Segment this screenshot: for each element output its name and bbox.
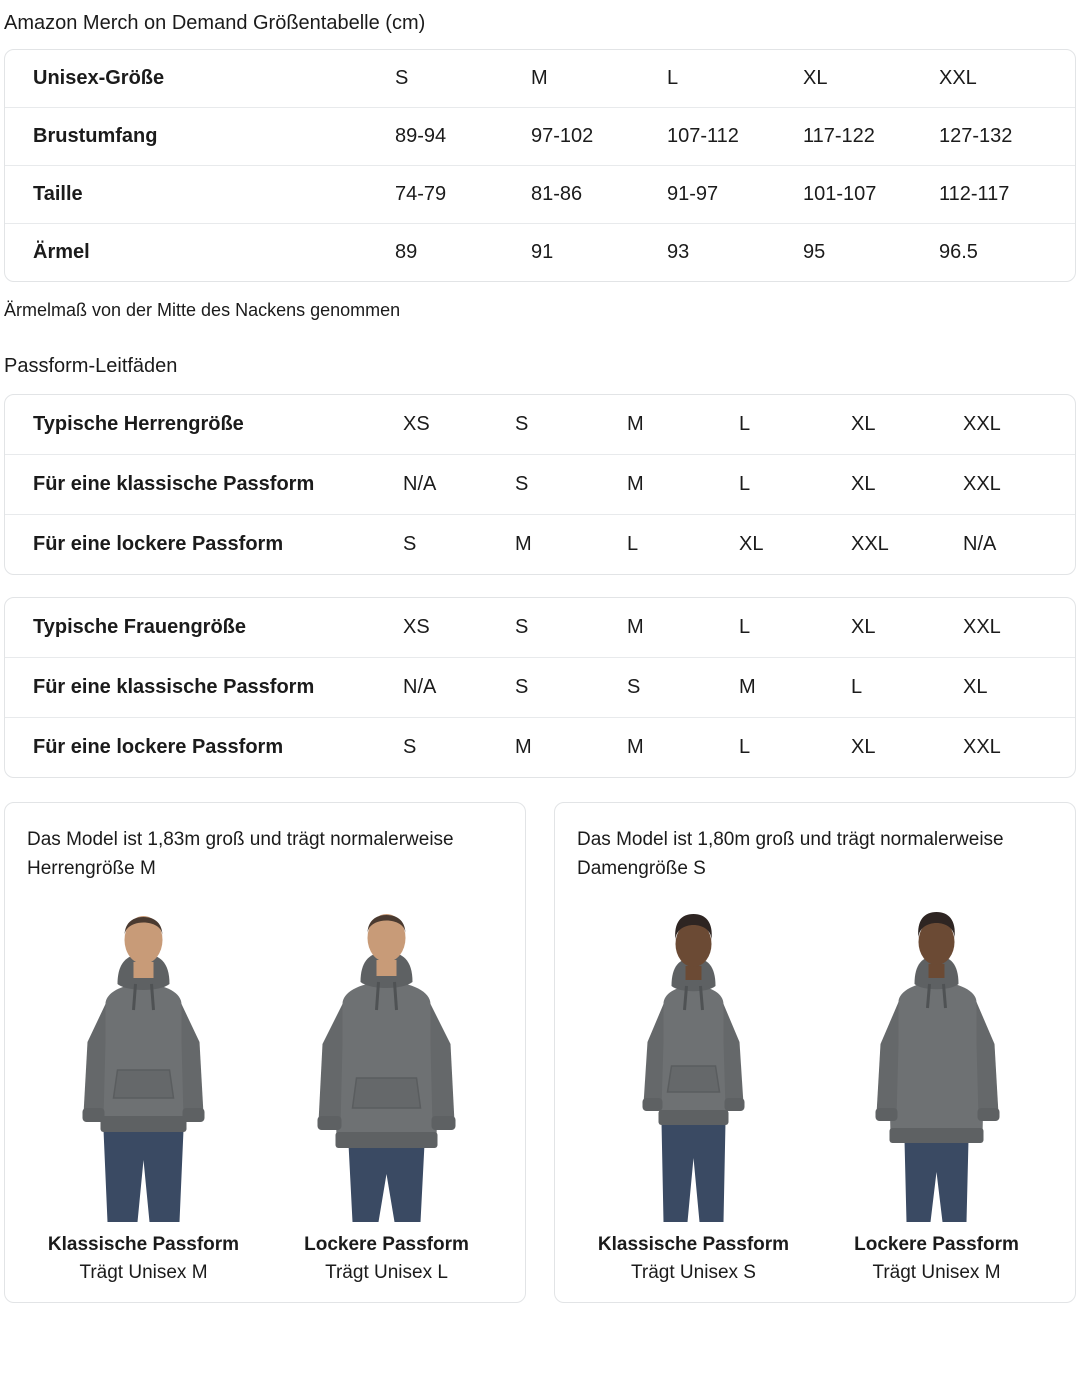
cell: 89 bbox=[395, 224, 531, 282]
female-model-card bbox=[554, 802, 1076, 1303]
female-figures bbox=[577, 892, 1053, 1284]
figure-male-relaxed bbox=[270, 892, 503, 1284]
mens-fit-card bbox=[4, 394, 1076, 575]
table-row bbox=[5, 718, 1075, 778]
table-row bbox=[5, 455, 1075, 515]
cell: XXL bbox=[963, 413, 1001, 435]
cell: M bbox=[627, 455, 739, 515]
figure-female-classic bbox=[577, 892, 810, 1284]
cell: M bbox=[627, 616, 644, 638]
cell: S bbox=[627, 658, 739, 718]
male-classic-fit-illustration bbox=[27, 892, 260, 1222]
fit-wears: Trägt Unisex M bbox=[872, 1261, 1001, 1283]
female-model-caption: Das Model ist 1,80m groß und trägt normalerweise Damengröße S bbox=[577, 829, 1004, 880]
cell: 117-122 bbox=[803, 108, 939, 166]
cell: S bbox=[395, 67, 409, 89]
womens-fit-card bbox=[4, 597, 1076, 778]
womens-fit-table bbox=[5, 598, 1075, 777]
mens-fit-table bbox=[5, 395, 1075, 574]
table-row bbox=[5, 515, 1075, 575]
cell: XXL bbox=[963, 616, 1001, 638]
cell: N/A bbox=[963, 515, 1075, 575]
cell: L bbox=[739, 413, 751, 435]
row-label: Taille bbox=[5, 166, 395, 224]
cell: S bbox=[515, 658, 627, 718]
cell: XL bbox=[851, 455, 963, 515]
table-row bbox=[5, 395, 1075, 455]
cell: 96.5 bbox=[939, 224, 1075, 282]
size-table-card bbox=[4, 49, 1076, 282]
figure-female-relaxed bbox=[820, 892, 1053, 1284]
cell: XXL bbox=[963, 455, 1075, 515]
cell: XL bbox=[803, 67, 828, 89]
cell: XS bbox=[403, 616, 430, 638]
male-model-caption: Das Model ist 1,83m groß und trägt normalerweise Herrengröße M bbox=[27, 829, 454, 880]
spacer bbox=[0, 575, 1080, 597]
cell: XL bbox=[851, 413, 876, 435]
cell: M bbox=[739, 658, 851, 718]
cell: XL bbox=[739, 515, 851, 575]
cell: 74-79 bbox=[395, 166, 531, 224]
cell: XXL bbox=[963, 718, 1075, 778]
cell: 107-112 bbox=[667, 108, 803, 166]
cell: S bbox=[515, 413, 529, 435]
table-row bbox=[5, 658, 1075, 718]
row-label: Für eine lockere Passform bbox=[5, 718, 403, 778]
row-label: Ärmel bbox=[5, 224, 395, 282]
cell: 127-132 bbox=[939, 108, 1075, 166]
fit-guides-label: Passform-Leitfäden bbox=[4, 355, 178, 377]
fit-title: Klassische Passform bbox=[47, 1233, 240, 1255]
cell: M bbox=[531, 67, 548, 89]
cell: 91 bbox=[531, 224, 667, 282]
cell: S bbox=[515, 616, 529, 638]
table-row bbox=[5, 108, 1075, 166]
figure-male-classic bbox=[27, 892, 260, 1284]
cell: L bbox=[739, 455, 851, 515]
cell: L bbox=[851, 658, 963, 718]
cell: XS bbox=[403, 413, 430, 435]
cell: N/A bbox=[403, 658, 515, 718]
cell: M bbox=[515, 718, 627, 778]
male-figures bbox=[27, 892, 503, 1284]
model-cards-row bbox=[4, 802, 1076, 1303]
size-table bbox=[5, 50, 1075, 281]
fit-title: Lockere Passform bbox=[304, 1233, 469, 1255]
row-label: Brustumfang bbox=[5, 108, 395, 166]
male-relaxed-fit-illustration bbox=[270, 892, 503, 1222]
fit-wears: Trägt Unisex M bbox=[79, 1261, 208, 1283]
fit-title: Klassische Passform bbox=[597, 1233, 790, 1255]
row-label: Für eine klassische Passform bbox=[5, 455, 403, 515]
cell: M bbox=[515, 515, 627, 575]
row-label: Unisex-Größe bbox=[33, 67, 165, 89]
cell: 81-86 bbox=[531, 166, 667, 224]
cell: 97-102 bbox=[531, 108, 667, 166]
cell: L bbox=[627, 515, 739, 575]
cell: XL bbox=[851, 616, 876, 638]
table-row bbox=[5, 598, 1075, 658]
fit-wears: Trägt Unisex S bbox=[631, 1261, 756, 1283]
cell: 112-117 bbox=[939, 166, 1075, 224]
cell: XXL bbox=[851, 515, 963, 575]
cell: M bbox=[627, 718, 739, 778]
cell: 95 bbox=[803, 224, 939, 282]
cell: XL bbox=[851, 718, 963, 778]
row-label: Für eine klassische Passform bbox=[5, 658, 403, 718]
cell: S bbox=[403, 718, 515, 778]
cell: 101-107 bbox=[803, 166, 939, 224]
cell: 93 bbox=[667, 224, 803, 282]
cell: S bbox=[403, 515, 515, 575]
female-classic-fit-illustration bbox=[577, 892, 810, 1222]
sleeve-measure-note: Ärmelmaß von der Mitte des Nackens genommen bbox=[4, 300, 401, 320]
table-row bbox=[5, 224, 1075, 282]
table-row bbox=[5, 50, 1075, 108]
fit-title: Lockere Passform bbox=[854, 1233, 1019, 1255]
fit-wears: Trägt Unisex L bbox=[325, 1261, 448, 1283]
row-label: Typische Herrengröße bbox=[33, 413, 244, 435]
male-model-card bbox=[4, 802, 526, 1303]
cell: 89-94 bbox=[395, 108, 531, 166]
cell: XXL bbox=[939, 67, 977, 89]
row-label: Typische Frauengröße bbox=[33, 616, 247, 638]
cell: N/A bbox=[403, 455, 515, 515]
cell: S bbox=[515, 455, 627, 515]
cell: L bbox=[739, 616, 751, 638]
page-title: Amazon Merch on Demand Größentabelle (cm) bbox=[4, 12, 426, 34]
female-relaxed-fit-illustration bbox=[820, 892, 1053, 1222]
cell: XL bbox=[963, 658, 1075, 718]
cell: L bbox=[667, 67, 679, 89]
cell: M bbox=[627, 413, 644, 435]
row-label: Für eine lockere Passform bbox=[5, 515, 403, 575]
cell: 91-97 bbox=[667, 166, 803, 224]
table-row bbox=[5, 166, 1075, 224]
cell: L bbox=[739, 718, 851, 778]
